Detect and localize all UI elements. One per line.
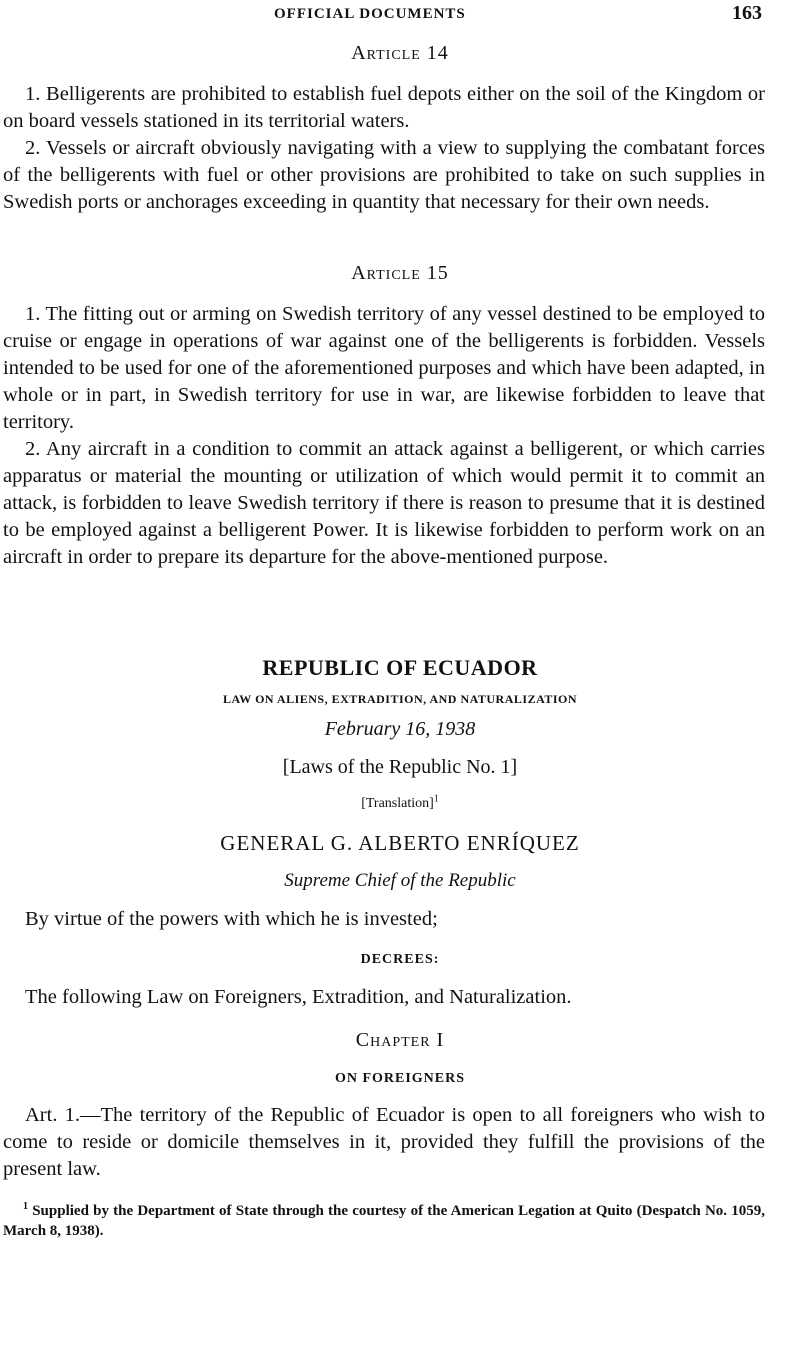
article-14-heading: Article 14 [351,42,449,64]
following-law-block [3,984,765,1011]
section-subtitle: LAW ON ALIENS, EXTRADITION, AND NATURALIZATION [222,692,578,706]
article-14-body [3,81,765,216]
footnote-content: Supplied by the Department of State through the courtesy of the American Legation at Quito (Despatch No. 1059, March 8, 1938). [3,1203,765,1239]
following-law-line: The following Law on Foreigners, Extradition, and Naturalization. [25,986,572,1008]
footnote-number: 1 [23,1201,28,1212]
chapter-heading: Chapter I [355,1029,445,1051]
virtue-line: By virtue of the powers with which he is invested; [25,908,438,930]
footnote-block [3,1201,765,1241]
chief-name: GENERAL G. ALBERTO ENRÍQUEZ [220,831,580,855]
footnote-marker: 1 [433,793,439,805]
footnote-text [3,1201,765,1241]
article-15-body [3,301,765,571]
chief-title: Supreme Chief of the Republic [284,870,516,891]
translation-note [0,793,800,812]
article-15-paragraph-1: 1. The fitting out or arming on Swedish territory of any vessel destined to be employed to cruise or engage in operations of war against one of the belligerents is forbidden. Vessels intended to be used for one of the aforementioned purposes and which have been adapted, in whole or in part, in Swedish territory for use in war, are likewise forbidden to leave that territory. [3,303,765,433]
running-title: OFFICIAL DOCUMENTS [274,6,466,22]
article-1-text: Art. 1.—The territory of the Republic of Ecuador is open to all foreigners who wish to come to reside or domicile themselves in it, provided they fulfill the provisions of the present law. [3,1104,765,1180]
translation-label: [Translation] [361,796,434,811]
running-head [0,2,800,26]
law-date: February 16, 1938 [324,718,476,740]
virtue-block [3,906,765,933]
article-15-heading: Article 15 [351,262,449,284]
chapter-subheading: ON FOREIGNERS [334,1071,466,1086]
page-number: 163 [732,2,762,24]
decrees-label: DECREES: [360,952,440,967]
article-1-block [3,1102,765,1183]
article-14-paragraph-2: 2. Vessels or aircraft obviously navigating with a view to supplying the combatant forces of the belligerents with fuel or other provisions are prohibited to take on such supplies in Swedish ports or anchorages exceeding in quantity that necessary for their own needs. [3,137,765,213]
article-14-paragraph-1: 1. Belligerents are prohibited to establish fuel depots either on the soil of the Kingdom or on board vessels stationed in its territorial waters. [3,83,765,132]
laws-reference: [Laws of the Republic No. 1] [282,756,518,778]
section-title: REPUBLIC OF ECUADOR [262,655,538,680]
article-15-paragraph-2: 2. Any aircraft in a condition to commit an attack against a belligerent, or which carries apparatus or material the mounting or utilization of which would permit it to commit an attack, is forbidden to leave Swedish territory if there is reason to presume that it is destined to be employed against a belligerent Power. It is likewise forbidden to perform work on an aircraft in order to prepare its departure for the above-mentioned purpose. [3,438,765,568]
